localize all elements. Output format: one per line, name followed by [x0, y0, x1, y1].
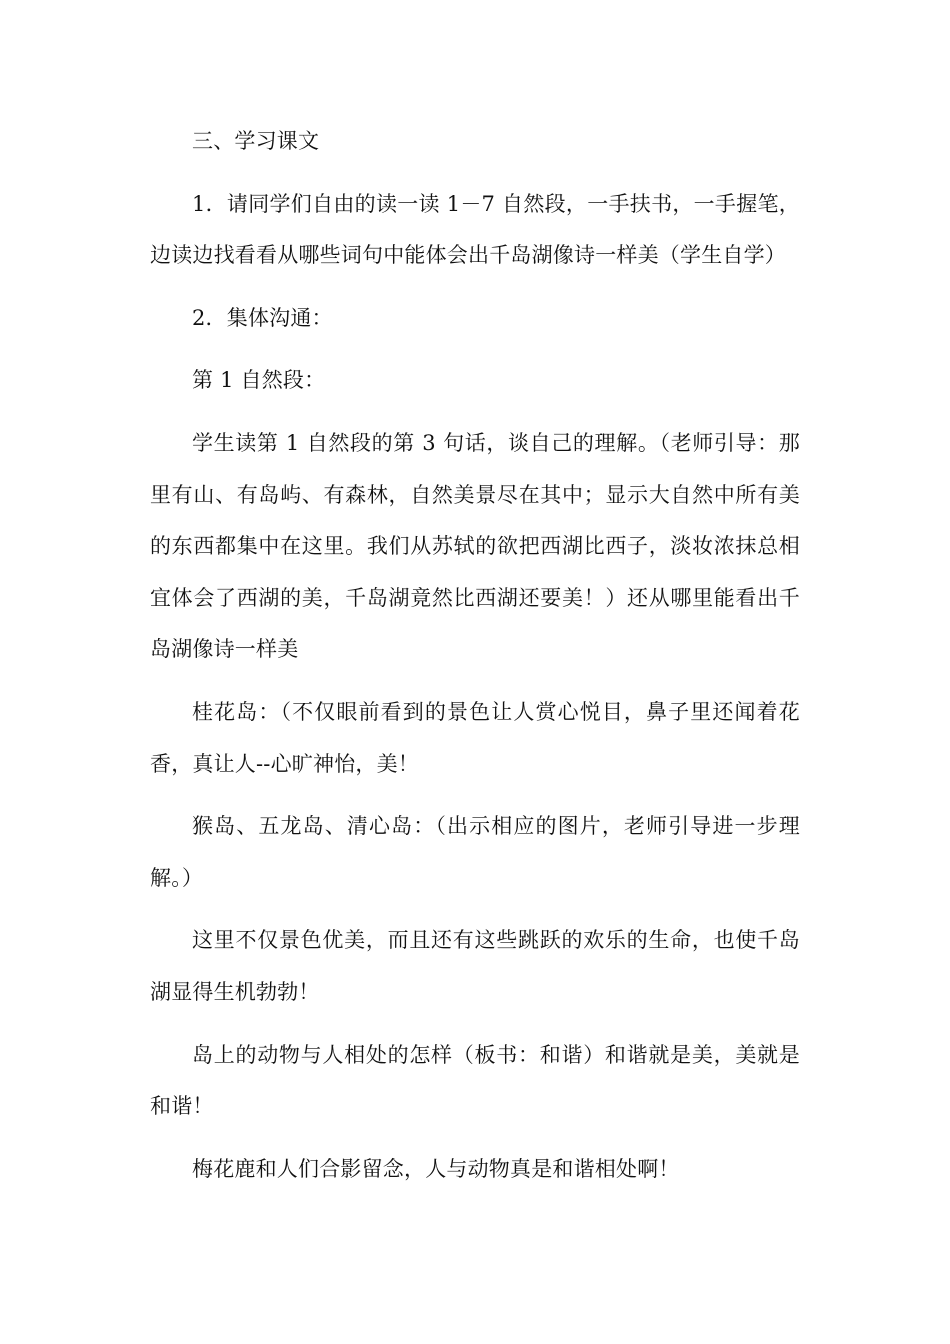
paragraph-harmony: 岛上的动物与人相处的怎样（板书：和谐）和谐就是美，美就是和谐！: [150, 1042, 800, 1119]
paragraph-monkey-island: 猴岛、五龙岛、清心岛：（出示相应的图片，老师引导进一步理解。）: [150, 814, 800, 890]
document-body: [150, 116, 800, 1206]
paragraph-osmanthus-island: 桂花岛：（不仅眼前看到的景色让人赏心悦目，鼻子里还闻着花香，真让人--心旷神怡，美！: [150, 699, 800, 776]
paragraph-discussion: 学生读第 1 自然段的第 3 句话，谈自己的理解。（老师引导：那里有山、有岛屿、有森林，自然美景尽在其中；显示大自然中所有美的东西都集中在这里。我们从苏轼的欲把西湖比西子，淡妆浓抹总相宜体会了西湖的美，千岛湖竟然比西湖还要美！）还从哪里能看出千岛湖像诗一样美: [150, 430, 800, 662]
paragraph-step-1: 1．请同学们自由的读一读 1－7 自然段，一手扶书，一手握笔，边读边找看看从哪些词句中能体会出千岛湖像诗一样美（学生自学）: [150, 191, 800, 268]
section-heading: 三、学习课文: [192, 129, 320, 153]
paragraph-deer: 梅花鹿和人们合影留念，人与动物真是和谐相处啊！: [192, 1156, 680, 1181]
paragraph-vitality: 这里不仅景色优美，而且还有这些跳跃的欢乐的生命，也使千岛湖显得生机勃勃！: [150, 928, 800, 1004]
paragraph-subheading: 第 1 自然段：: [192, 368, 326, 393]
paragraph-step-2: 2．集体沟通：: [192, 305, 333, 330]
